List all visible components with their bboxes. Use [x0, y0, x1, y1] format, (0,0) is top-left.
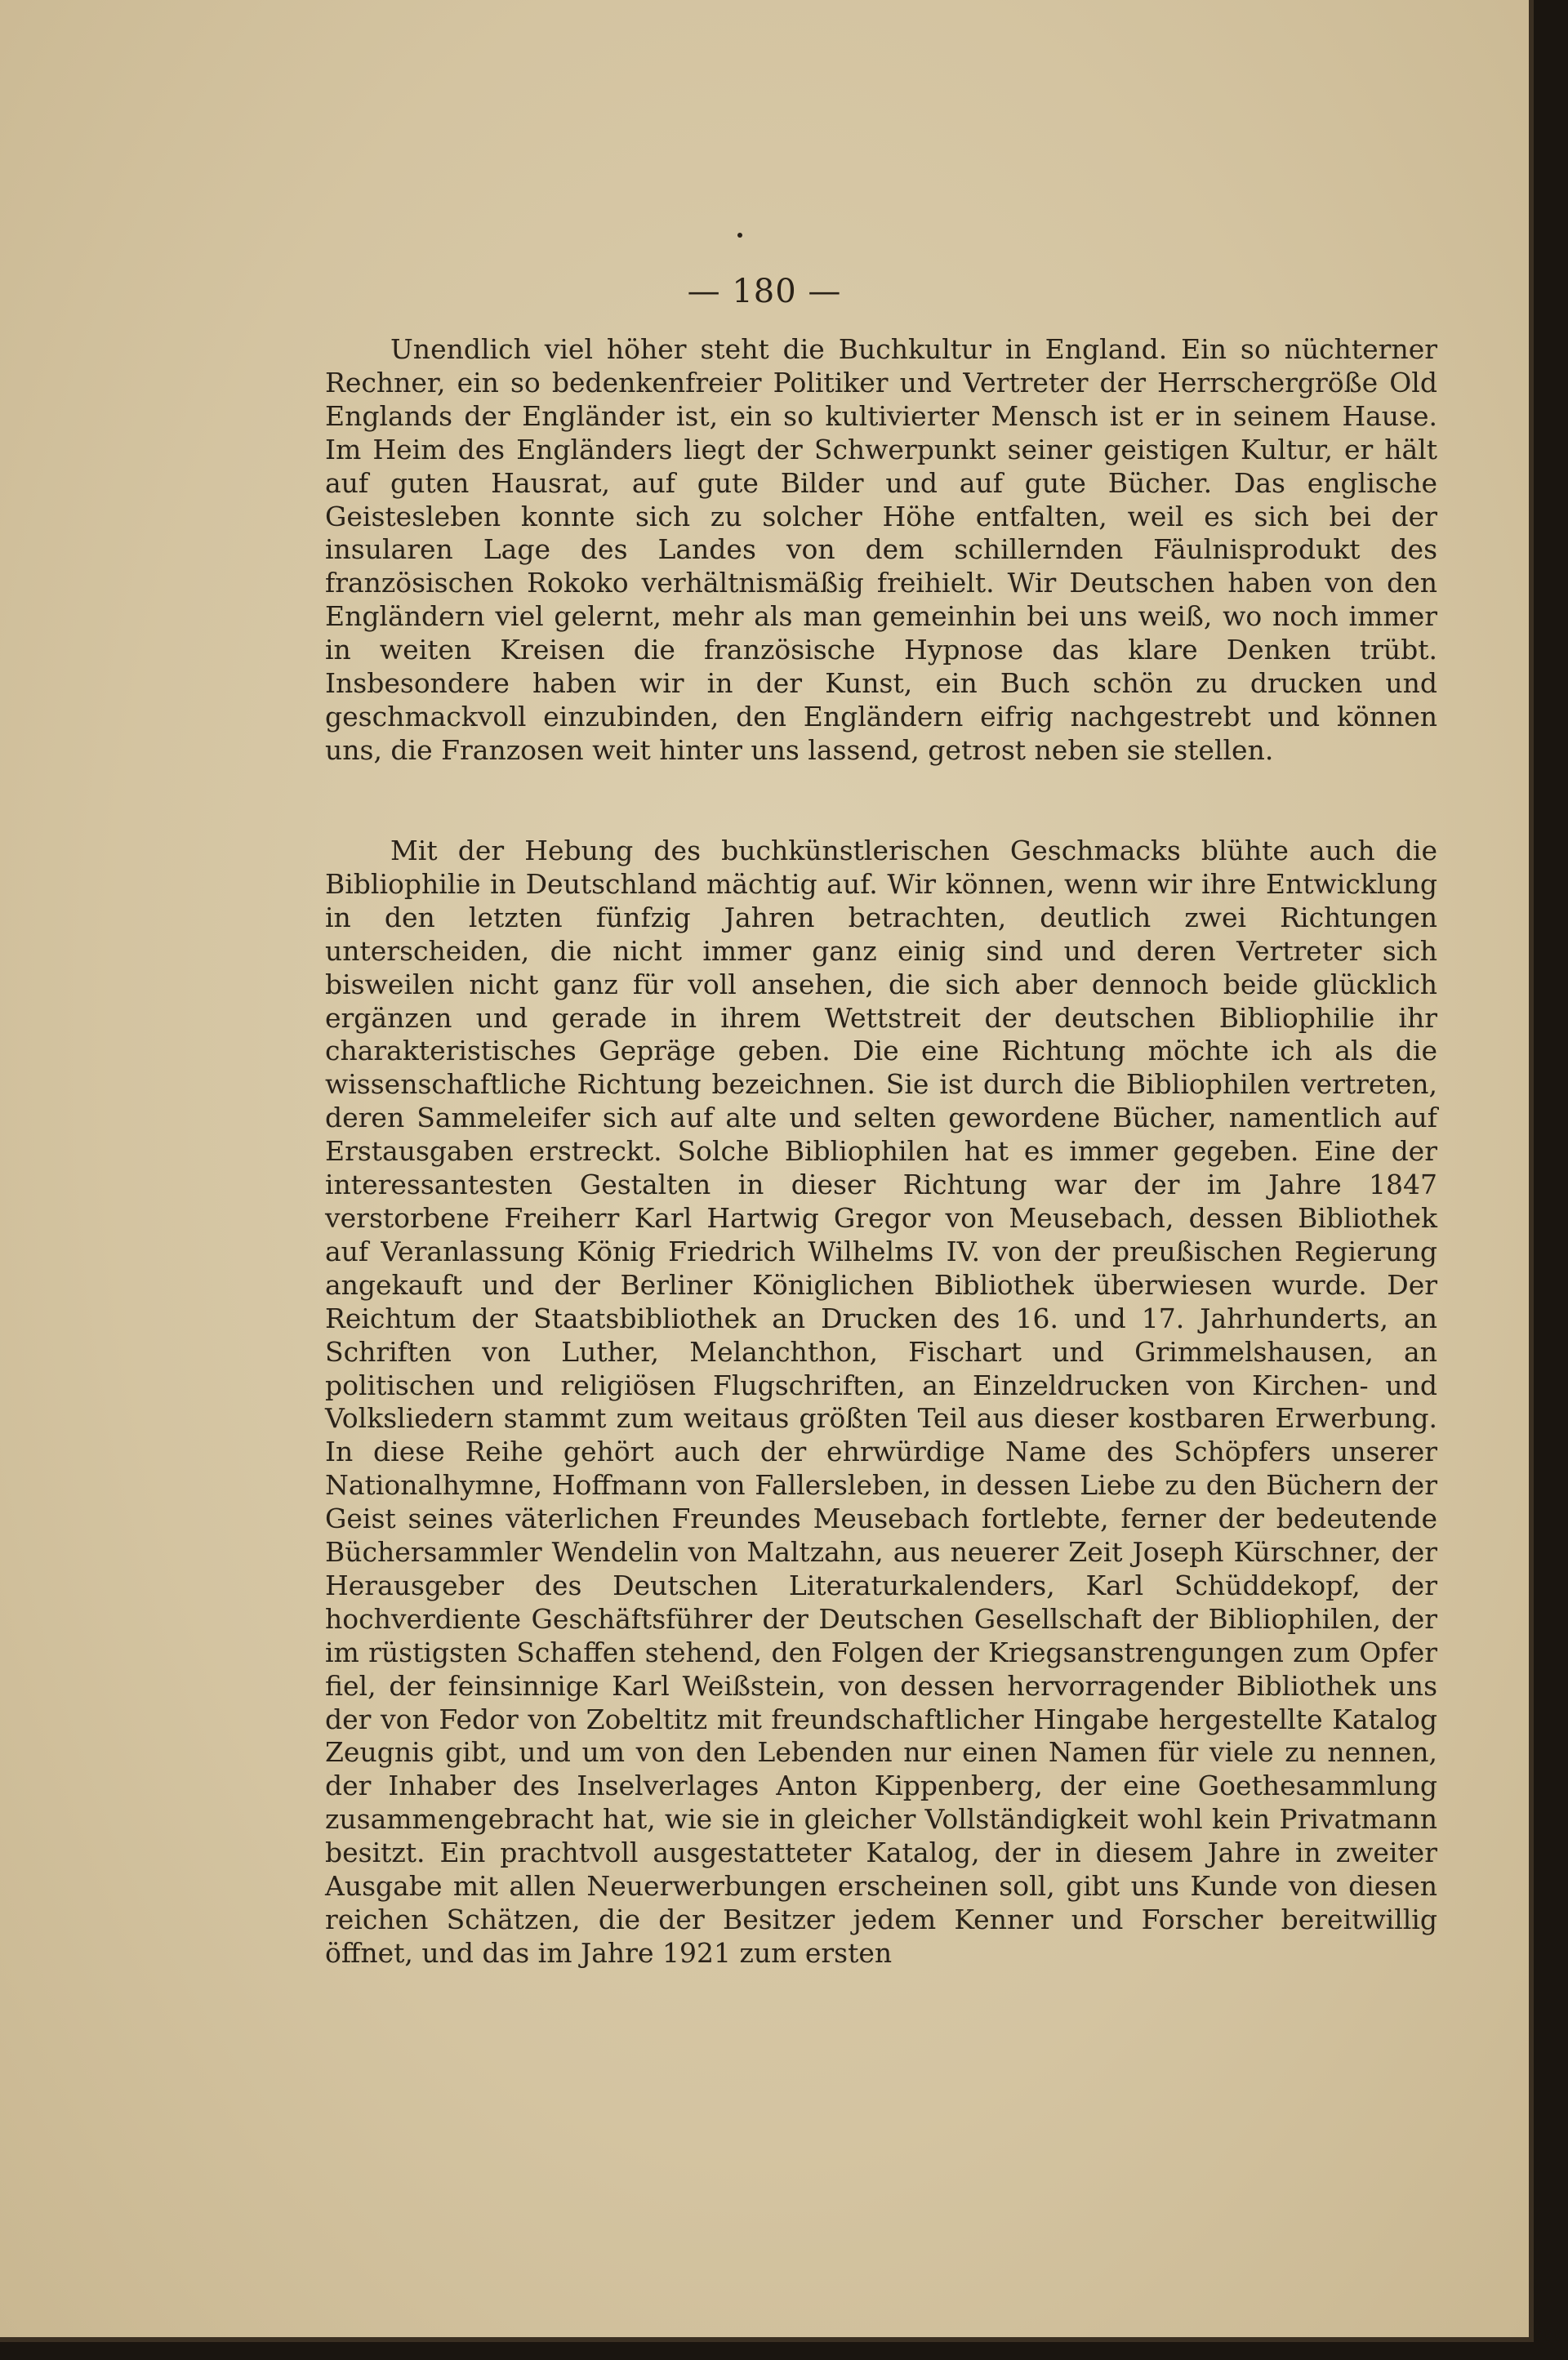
ink-speck — [737, 233, 742, 238]
page-number: — 180 — — [687, 273, 842, 310]
paragraph-2: Mit der Hebung des buchkünstlerischen Geschmacks blühte auch die Bibliophilie in Deutschland mächtig auf. Wir können, wenn wir ihre Entwicklung in den letzten fünfzig Jahren betrachten, deutlich zwei Richtungen unterscheiden, die nicht immer ganz einig sind und deren Vertreter sich bisweilen nicht ganz für voll ansehen, die sich aber dennoch beide glücklich ergänzen und gerade in ihrem Wettstreit der deutschen Bibliophilie ihr charakteristisches Gepräge geben. Die eine Richtung möchte ich als die wissenschaftliche Richtung bezeichnen. Sie ist durch die Bibliophilen vertreten, deren Sammeleifer sich auf alte und selten gewordene Bücher, namentlich auf Erstausgaben erstreckt. Solche Bibliophilen hat es immer gegeben. Eine der interessantesten Gestalten in dieser Richtung war der im Jahre 1847 verstorbene Freiherr Karl Hartwig Gregor von Meusebach, dessen Bibliothek auf Veranlassung König Friedrich Wilhelms IV. von der preußischen Regierung angekauft und der Berliner Königlichen Bibliothek überwiesen wurde. Der Reichtum der Staatsbibliothek an Drucken des 16. und 17. Jahrhunderts, an Schriften von Luther, Melanchthon, Fischart und Grimmelshausen, an politischen und religiösen Flugschriften, an Einzeldrucken von Kirchen- und Volksliedern stammt zum weitaus größten Teil aus dieser kostbaren Erwerbung. In diese Reihe gehört auch der ehrwürdige Name des Schöpfers unserer Nationalhymne, Hoffmann von Fallersleben, in dessen Liebe zu den Büchern der Geist seines väterlichen Freundes Meusebach fortlebte, ferner der bedeutende Büchersammler Wendelin von Maltzahn, aus neuerer Zeit Joseph Kürschner, der Herausgeber des Deutschen Literaturkalenders, Karl Schüddekopf, der hochverdiente Geschäftsführer der Deutschen Gesellschaft der Bibliophilen, der im rüstigsten Schaffen stehend, den Folgen der Kriegsanstrengungen zum Opfer fiel, der feinsinnige Karl Weißstein, von dessen hervorragender Bibliothek uns der von Fedor von Zobeltitz mit freundschaftlicher Hingabe hergestellte Katalog Zeugnis gibt, und um von den Lebenden nur einen Namen für viele zu nennen, der Inhaber des Inselverlages Anton Kippenberg, der eine Goethesammlung zusammengebracht hat, wie sie in gleicher Vollständigkeit wohl kein Privatmann besitzt. Ein prachtvoll ausgestatteter Katalog, der in diesem Jahre in zweiter Ausgabe mit allen Neuerwerbungen erscheinen soll, gibt uns Kunde von diesen reichen Schätzen, die der Besitzer jedem Kenner und Forscher bereitwillig öffnet, und das im Jahre 1921 zum ersten — [325, 835, 1437, 1969]
paragraph-2-block — [325, 835, 1437, 1970]
paragraph-1: Unendlich viel höher steht die Buchkultur in England. Ein so nüchterner Rechner, ein so bedenkenfreier Politiker und Vertreter der Herrschergröße Old Englands der Engländer ist, ein so kultivierter Mensch ist er in seinem Hause. Im Heim des Engländers liegt der Schwerpunkt seiner geistigen Kultur, er hält auf guten Hausrat, auf gute Bilder und auf gute Bücher. Das englische Geistesleben konnte sich zu solcher Höhe entfalten, weil es sich bei der insularen Lage des Landes von dem schillernden Fäulnisprodukt des französischen Rokoko verhältnismäßig freihielt. Wir Deutschen haben von den Engländern viel gelernt, mehr als man gemeinhin bei uns weiß, wo noch immer in weiten Kreisen die französische Hypnose das klare Denken trübt. Insbesondere haben wir in der Kunst, ein Buch schön zu drucken und geschmackvoll einzubinden, den Engländern eifrig nachgestrebt und können uns, die Franzosen weit hinter uns lassend, getrost neben sie stellen. — [325, 333, 1437, 766]
paragraph-1-block — [325, 333, 1437, 768]
